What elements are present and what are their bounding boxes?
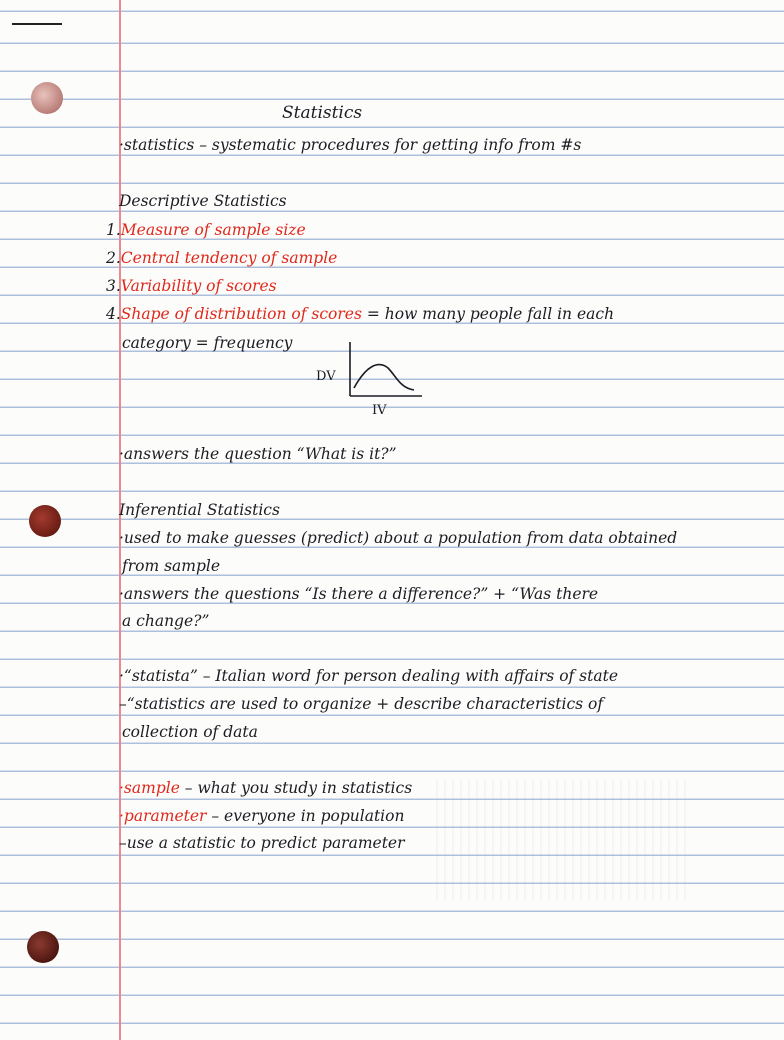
inferential-line-1: ·used to make guesses (predict) about a population from data obtained xyxy=(119,529,678,547)
parameter-definition: – everyone in population xyxy=(206,807,405,825)
item-4-number: 4. xyxy=(106,305,121,323)
item-2 xyxy=(106,248,337,268)
sample-term: ·sample xyxy=(119,779,180,797)
item-3-text: Variability of scores xyxy=(120,277,277,295)
graph-y-label: DV xyxy=(316,369,336,384)
bleed-through-area xyxy=(430,780,690,900)
item-4 xyxy=(106,304,614,324)
item-4-suffix: = how many people fall in each xyxy=(361,305,615,323)
page-title: Statistics xyxy=(282,103,363,123)
use-statistic-line: –use a statistic to predict parameter xyxy=(119,834,405,852)
sample-line xyxy=(119,778,412,798)
margin-line xyxy=(119,0,121,1040)
sample-definition: – what you study in statistics xyxy=(179,779,413,797)
statista-line-2: –“statistics are used to organize + describe characteristics of xyxy=(119,695,604,713)
item-1-number: 1. xyxy=(106,221,121,239)
parameter-term: ·parameter xyxy=(119,807,207,825)
inferential-heading: Inferential Statistics xyxy=(119,501,280,519)
definition-line: ·statistics – systematic procedures for getting info from #s xyxy=(119,136,582,154)
item-4-continued: category = frequency xyxy=(122,334,293,352)
graph-curve xyxy=(354,365,414,390)
item-4-text: Shape of distribution of scores xyxy=(120,305,362,323)
item-2-text: Central tendency of sample xyxy=(120,249,338,267)
item-3-number: 3. xyxy=(106,277,121,295)
inferential-line-4: a change?” xyxy=(122,612,210,630)
answers-descriptive: ·answers the question “What is it?” xyxy=(119,445,397,463)
item-1-text: Measure of sample size xyxy=(120,221,306,239)
statista-line-1: ·“statista” – Italian word for person dealing with affairs of state xyxy=(119,667,619,685)
parameter-line xyxy=(119,806,404,826)
item-1 xyxy=(106,220,306,240)
descriptive-heading: Descriptive Statistics xyxy=(119,192,287,210)
punch-hole-bottom xyxy=(27,931,59,963)
punch-hole-top xyxy=(31,82,63,114)
inferential-line-3: ·answers the questions “Is there a difference?” + “Was there xyxy=(119,585,599,603)
punch-hole-middle xyxy=(29,505,61,537)
statista-line-3: collection of data xyxy=(122,723,258,741)
graph-x-label: IV xyxy=(372,403,387,418)
item-3 xyxy=(106,276,277,296)
inferential-line-2: from sample xyxy=(122,557,221,575)
distribution-sketch xyxy=(316,338,426,418)
item-2-number: 2. xyxy=(106,249,121,267)
top-dash xyxy=(12,23,62,25)
